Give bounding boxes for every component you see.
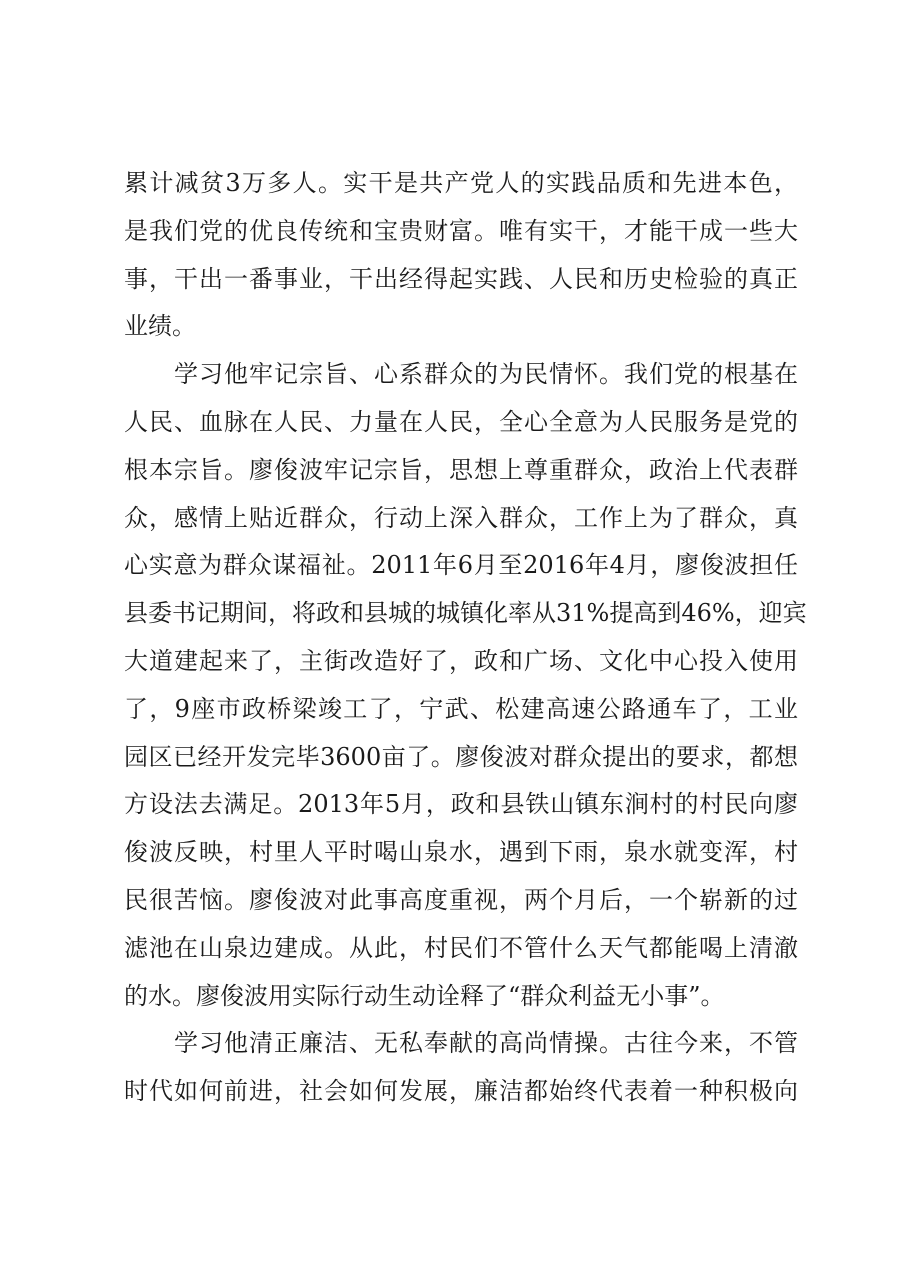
text-line: 了，9座市政桥梁竣工了，宁武、松建高速公路通车了，工业 [124,694,798,723]
text-line: 心实意为群众谋福祉。2011年6月至2016年4月，廖俊波担任 [124,551,798,580]
text-line: 县委书记期间，将政和县城的城镇化率从31%提高到46%，迎宾 [124,599,807,628]
body-text [124,160,807,1116]
text-line: 大道建起来了，主街改造好了，政和广场、文化中心投入使用 [124,646,798,675]
text-line: 园区已经开发完毕3600亩了。廖俊波对群众提出的要求，都想 [124,742,798,771]
text-line: 业绩。 [124,312,196,341]
text-line: 学习他牢记宗旨、心系群众的为民情怀。我们党的根基在 [124,360,798,389]
text-line: 时代如何前进，社会如何发展，廉洁都始终代表着一种积极向 [124,1077,798,1106]
text-line: 人民、血脉在人民、力量在人民，全心全意为人民服务是党的 [124,407,798,436]
text-line: 民很苦恼。廖俊波对此事高度重视，两个月后，一个崭新的过 [124,885,798,914]
text-line: 根本宗旨。廖俊波牢记宗旨，思想上尊重群众，政治上代表群 [124,455,798,484]
text-line: 学习他清正廉洁、无私奉献的高尚情操。古往今来，不管 [124,1029,798,1058]
text-line: 累计减贫3万多人。实干是共产党人的实践品质和先进本色， [124,169,798,197]
text-line: 众，感情上贴近群众，行动上深入群众，工作上为了群众，真 [124,503,798,532]
text-line: 事，干出一番事业，干出经得起实践、人民和历史检验的真正 [124,264,798,293]
text-line: 俊波反映，村里人平时喝山泉水，遇到下雨，泉水就变浑，村 [124,838,798,867]
text-line: 的水。廖俊波用实际行动生动诠释了“群众利益无小事”。 [124,981,725,1010]
text-line: 方设法去满足。2013年5月，政和县铁山镇东涧村的村民向廖 [124,790,798,819]
text-line: 滤池在山泉边建成。从此，村民们不管什么天气都能喝上清澈 [124,933,798,962]
text-line: 是我们党的优良传统和宝贵财富。唯有实干，才能干成一些大 [124,216,798,245]
